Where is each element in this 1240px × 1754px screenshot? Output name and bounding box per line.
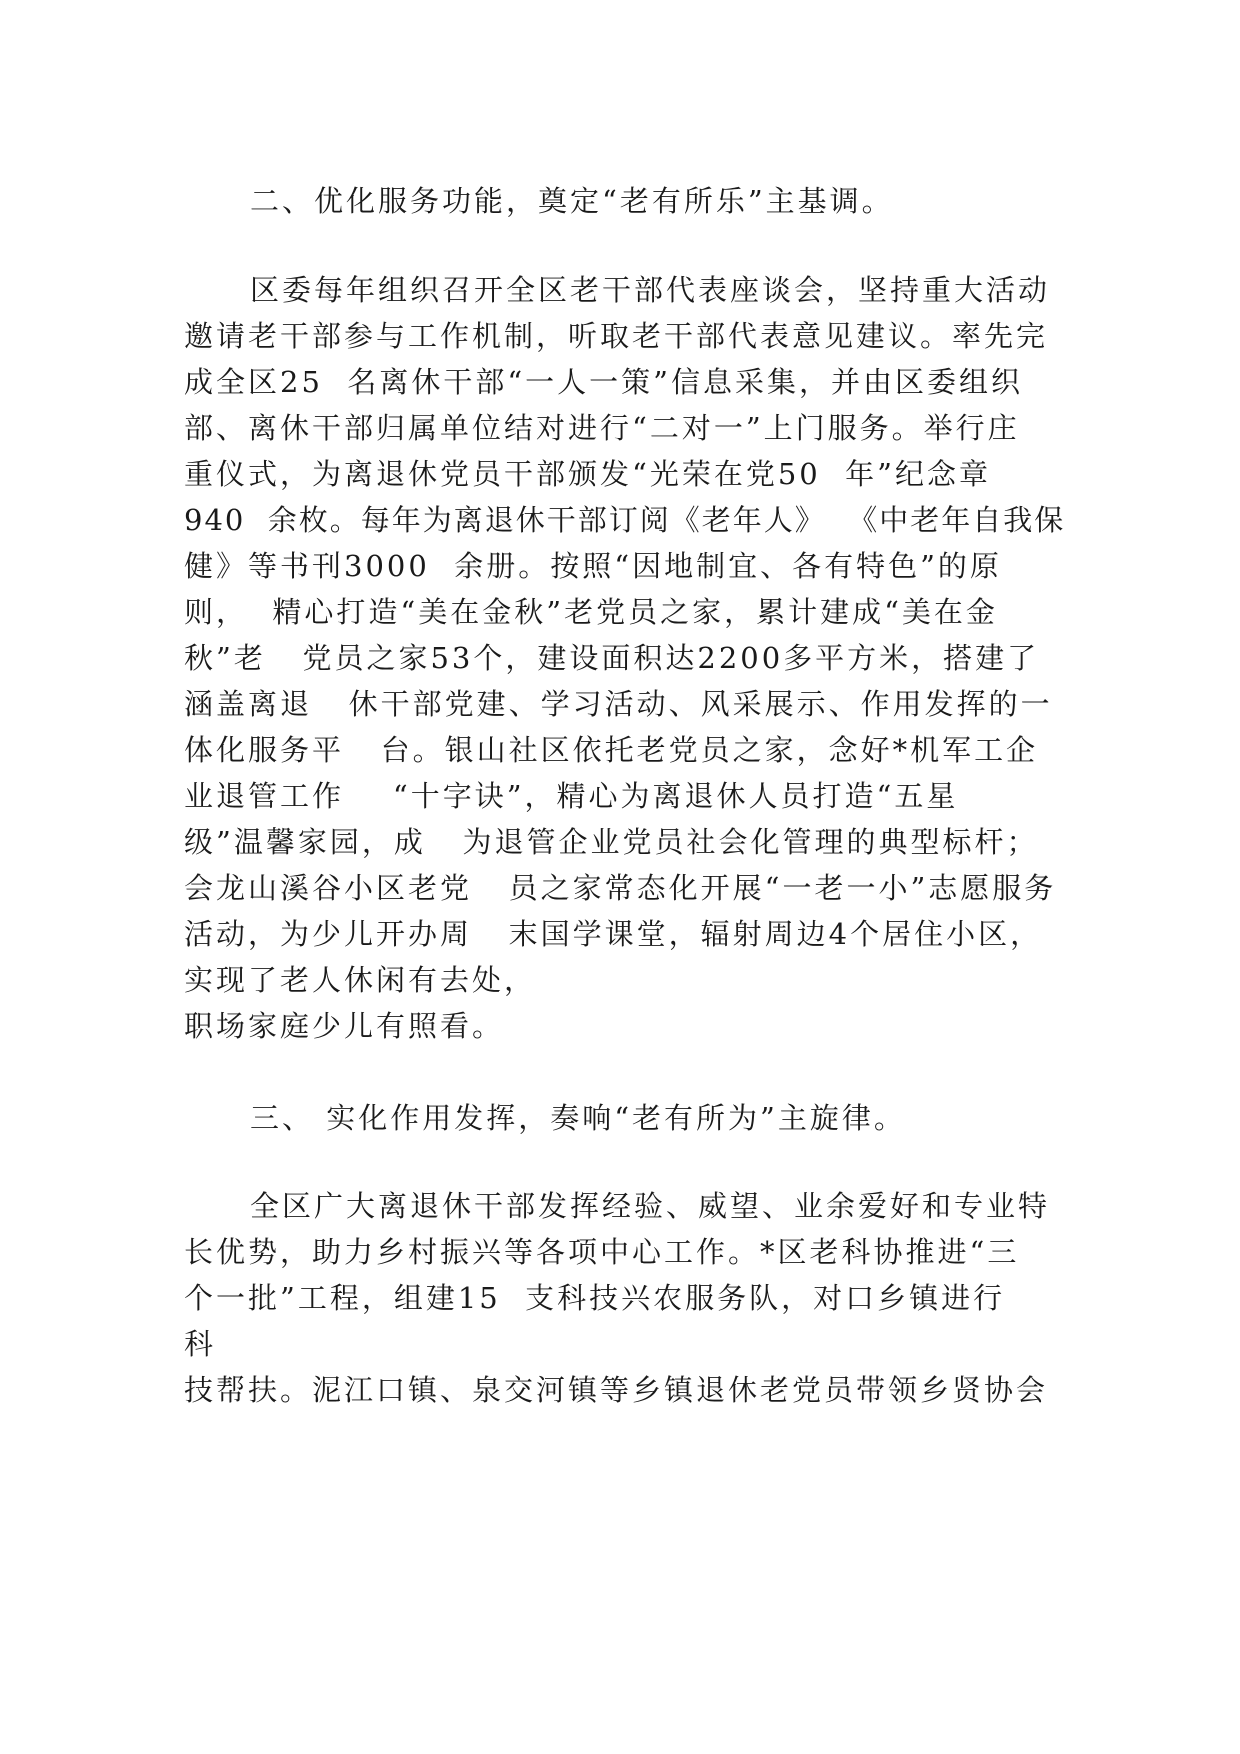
paragraph-line: 区委每年组织召开全区老干部代表座谈会，坚持重大活动 — [250, 273, 1051, 307]
paragraph-line: 级”温馨家园，成 为退管企业党员社会化管理的典型标杆； — [184, 825, 1039, 859]
section-two-heading: 二、优化服务功能，奠定“老有所乐”主基调。 — [250, 184, 894, 218]
paragraph-line: 健》等书刊3000 余册。按照“因地制宜、各有特色”的原 — [184, 549, 1002, 583]
paragraph-line: 技帮扶。泥江口镇、泉交河镇等乡镇退休老党员带领乡贤协会 — [184, 1373, 1049, 1407]
paragraph-line: 邀请老干部参与工作机制，听取老干部代表意见建议。率先完 — [184, 319, 1049, 353]
paragraph-line: 长优势，助力乡村振兴等各项中心工作。*区老科协推进“三 — [184, 1235, 1020, 1269]
paragraph-line: 会龙山溪谷小区老党 员之家常态化开展“一老一小”志愿服务 — [184, 871, 1057, 905]
section-three-heading: 三、 实化作用发挥，奏响“老有所为”主旋律。 — [250, 1101, 906, 1135]
paragraph-line: 部、离休干部归属单位结对进行“二对一”上门服务。举行庄 — [184, 411, 1020, 445]
paragraph-line: 全区广大离退休干部发挥经验、威望、业余爱好和专业特 — [250, 1189, 1051, 1223]
paragraph-line: 重仪式，为离退休党员干部颁发“光荣在党50 年”纪念章 — [184, 457, 991, 491]
paragraph-line: 职场家庭少儿有照看。 — [184, 1009, 505, 1043]
paragraph-line: 实现了老人休闲有去处， — [184, 963, 537, 997]
paragraph-line: 体化服务平 台。银山社区依托老党员之家，念好*机军工企 — [184, 733, 1039, 767]
paragraph-line: 秋”老 党员之家53个，建设面积达2200多平方米，搭建了 — [184, 641, 1040, 675]
paragraph-line: 940 余枚。每年为离退休干部订阅《老年人》 《中老年自我保 — [184, 503, 1066, 537]
paragraph-line: 涵盖离退 休干部党建、学习活动、风采展示、作用发挥的一 — [184, 687, 1053, 721]
paragraph-line: 科 — [184, 1327, 217, 1361]
paragraph-line: 成全区25 名离休干部“一人一策”信息采集，并由区委组织 — [184, 365, 1023, 399]
paragraph-line: 业退管工作 “十字诀”，精心为离退休人员打造“五星 — [184, 779, 959, 813]
paragraph-line: 则， 精心打造“美在金秋”老党员之家，累计建成“美在金 — [184, 595, 998, 629]
paragraph-line: 活动，为少儿开办周 末国学课堂，辐射周边4个居住小区， — [184, 917, 1043, 951]
paragraph-line: 个一批”工程，组建15 支科技兴农服务队，对口乡镇进行 — [184, 1281, 1006, 1315]
